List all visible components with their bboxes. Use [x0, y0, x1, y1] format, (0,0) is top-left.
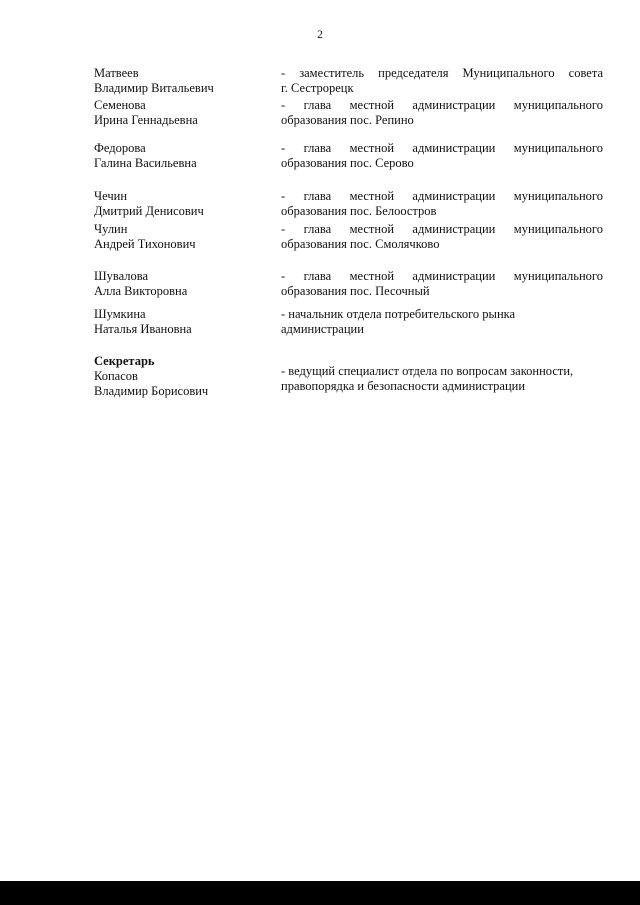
member-role-line: - глава местной администрации муниципального — [281, 222, 603, 236]
member-role-line: г. Сестрорецк — [281, 81, 354, 95]
member-surname: Чулин — [94, 222, 128, 236]
member-role — [281, 141, 603, 171]
member-name — [94, 189, 274, 219]
member-surname: Шумкина — [94, 307, 146, 321]
member-role-line: - глава местной администрации муниципального — [281, 189, 603, 203]
member-role-line: - заместитель председателя Муниципального совета — [281, 66, 603, 80]
member-surname: Семенова — [94, 98, 146, 112]
member-name — [94, 307, 274, 337]
member-name — [94, 141, 274, 171]
member-role-line: образования пос. Серово — [281, 156, 414, 170]
member-role — [281, 66, 603, 96]
member-role-line: - глава местной администрации муниципального — [281, 141, 603, 155]
member-given-name: Наталья Ивановна — [94, 322, 192, 336]
scan-bottom-border — [0, 881, 640, 905]
member-surname: Федорова — [94, 141, 146, 155]
member-role-line: администрации — [281, 322, 364, 336]
member-name — [94, 66, 274, 96]
member-given-name: Андрей Тихонович — [94, 237, 196, 251]
member-name — [94, 269, 274, 299]
member-role-line: - глава местной администрации муниципального — [281, 98, 603, 112]
secretary-name — [94, 354, 274, 399]
member-given-name: Галина Васильевна — [94, 156, 197, 170]
member-given-name: Алла Викторовна — [94, 284, 188, 298]
member-role — [281, 189, 603, 219]
member-surname: Шувалова — [94, 269, 149, 283]
member-role-line: образования пос. Песочный — [281, 284, 430, 298]
member-name — [94, 222, 274, 252]
member-given-name: Дмитрий Денисович — [94, 204, 204, 218]
member-given-name: Владимир Витальевич — [94, 81, 214, 95]
secretary-given-name: Владимир Борисович — [94, 384, 209, 398]
secretary-surname: Копасов — [94, 369, 138, 383]
member-surname: Чечин — [94, 189, 128, 203]
secretary-role-line: - ведущий специалист отдела по вопросам законности, — [281, 364, 574, 378]
member-role — [281, 307, 603, 337]
secretary-label: Секретарь — [94, 354, 155, 368]
member-role — [281, 222, 603, 252]
member-role-line: образования пос. Смолячково — [281, 237, 440, 251]
member-given-name: Ирина Геннадьевна — [94, 113, 198, 127]
member-role-line: образования пос. Репино — [281, 113, 414, 127]
member-role-line: - глава местной администрации муниципального — [281, 269, 603, 283]
page-number: 2 — [317, 29, 323, 41]
member-surname: Матвеев — [94, 66, 139, 80]
member-role — [281, 269, 603, 299]
secretary-role-line: правопорядка и безопасности администрации — [281, 379, 526, 393]
member-role-line: образования пос. Белоостров — [281, 204, 437, 218]
secretary-role — [281, 364, 603, 394]
member-role — [281, 98, 603, 128]
member-role-line: - начальник отдела потребительского рынка — [281, 307, 516, 321]
member-name — [94, 98, 274, 128]
